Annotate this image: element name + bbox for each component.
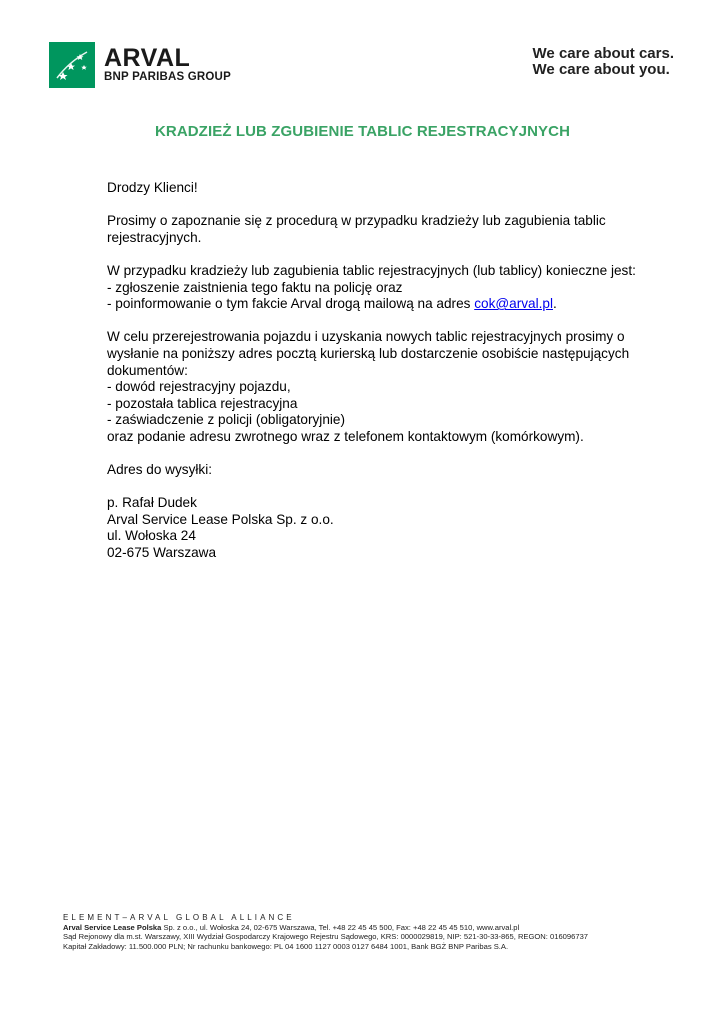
footer-court: Sąd Rejonowy dla m.st. Warszawy, XIII Wydział Gospodarczy Krajowego Rejestru Sądowego, KRS: 0000029819, NIP: 521-30-33-865, REGON: 016096737 (63, 932, 589, 942)
footer-alliance: ELEMENT–ARVAL GLOBAL ALLIANCE (63, 913, 295, 922)
address-street: ul. Wołoska 24 (107, 528, 196, 544)
email-link[interactable]: cok@arval.pl (474, 296, 553, 312)
tagline-line-1: We care about cars. (532, 45, 674, 62)
greeting: Drodzy Klienci! (107, 180, 198, 195)
documents-paragraph (107, 329, 637, 445)
bnp-stars-logo-icon (49, 42, 95, 88)
requirement-text: - poinformowanie o tym fakcie Arval drogą mailową na adres (107, 296, 475, 312)
arval-logo (49, 42, 231, 88)
footer (63, 913, 588, 951)
document-item: - pozostała tablica rejestracyjna (107, 395, 298, 411)
requirements-intro: W przypadku kradzieży lub zagubienia tablic rejestracyjnych (lub tablicy) konieczne jest: (107, 262, 636, 278)
footer-company-details: Sp. z o.o., ul. Wołoska 24, 02-675 Warszawa, Tel. +48 22 45 45 500, Fax: +48 22 45 45 510, www.arval.pl (161, 922, 520, 932)
footer-capital: Kapitał Zakładowy: 11.500.000 PLN; Nr rachunku bankowego: PL 04 1600 1127 0003 0127 6484 1001, Bank BGŻ BNP Paribas S.A. (63, 941, 509, 951)
logo-group: BNP PARIBAS GROUP (104, 71, 231, 83)
requirements-paragraph (107, 263, 637, 313)
footer-company-name: Arval Service Lease Polska (63, 922, 162, 932)
documents-outro: oraz podanie adresu zwrotnego wraz z telefonem kontaktowym (komórkowym). (107, 428, 584, 444)
requirement-suffix: . (553, 296, 557, 312)
page-title: KRADZIEŻ LUB ZGUBIENIE TABLIC REJESTRACYJNYCH (154, 123, 571, 140)
document-item: - dowód rejestracyjny pojazdu, (107, 379, 291, 395)
address-name: p. Rafał Dudek (107, 495, 197, 511)
documents-intro: W celu przerejestrowania pojazdu i uzyskania nowych tablic rejestracyjnych prosimy o wysłanie na poniższy adres pocztą kurierską lub dostarczenie osobiście następujących dokumentów: (107, 329, 630, 378)
tagline (533, 46, 674, 78)
address-label: Adres do wysyłki: (107, 462, 213, 478)
footer-company (63, 923, 588, 933)
letter-body (107, 180, 637, 578)
address-block (107, 495, 637, 561)
address-city: 02-675 Warszawa (107, 545, 217, 561)
tagline-line-2: We care about you. (532, 61, 670, 78)
document-item: - zaświadczenie z policji (obligatoryjnie) (107, 412, 345, 428)
intro-paragraph: Prosimy o zapoznanie się z procedurą w przypadku kradzieży lub zagubienia tablic rejestracyjnych. (107, 213, 606, 245)
logo-name: ARVAL (104, 44, 191, 72)
requirement-item (107, 296, 637, 313)
requirement-item: - zgłoszenie zaistnienia tego faktu na policję oraz (107, 279, 403, 295)
address-company: Arval Service Lease Polska Sp. z o.o. (107, 511, 334, 527)
